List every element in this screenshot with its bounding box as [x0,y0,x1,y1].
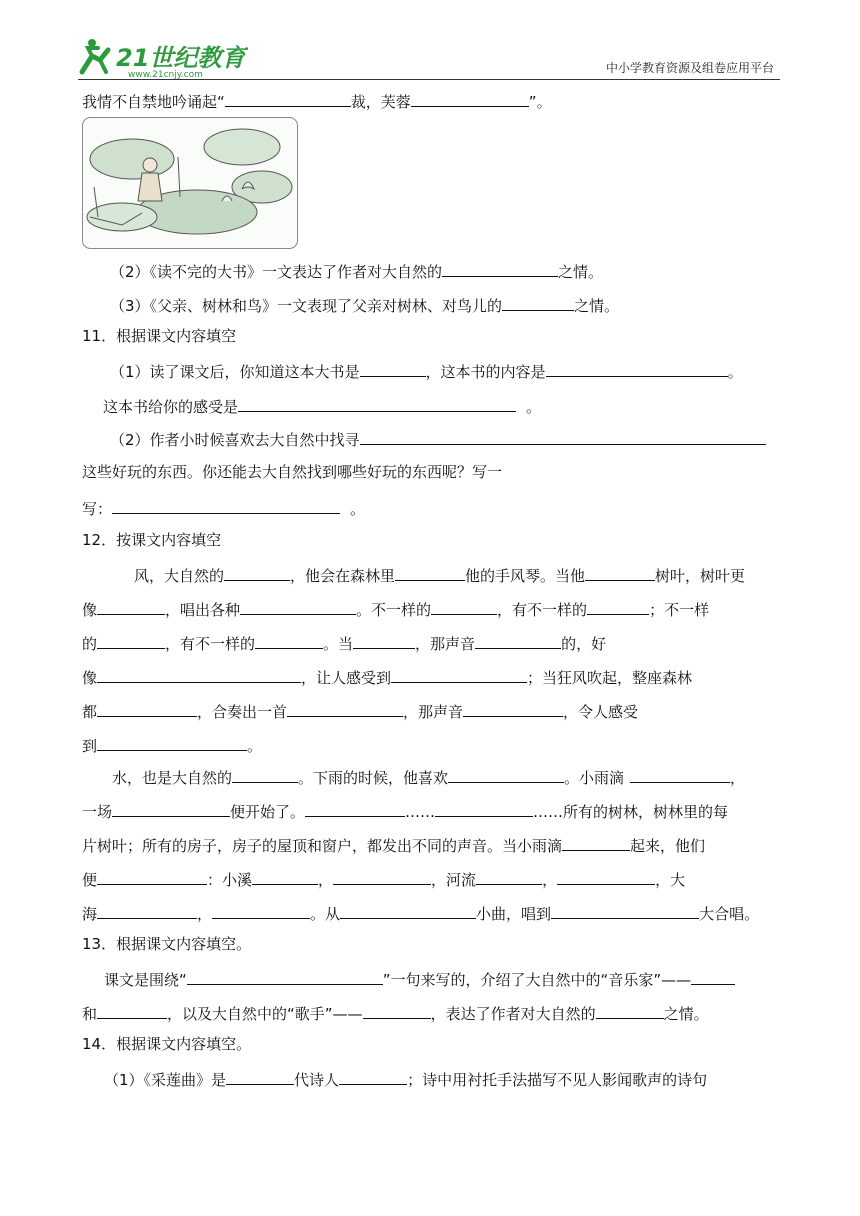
blank[interactable] [587,598,649,615]
blank[interactable] [305,800,405,817]
blank[interactable] [691,968,735,985]
blank[interactable] [340,902,476,919]
blank[interactable] [97,666,301,683]
blank[interactable] [448,766,564,783]
blank[interactable] [255,632,323,649]
blank[interactable] [463,700,563,717]
text-line: 写： 。 [82,497,365,519]
text-line: （3）《父亲、树林和鸟》一文表现了父亲对树林、对鸟儿的 之情。 [110,294,619,316]
blank[interactable] [187,968,383,985]
blank[interactable] [97,700,197,717]
blank[interactable] [630,766,730,783]
text-line: 到 。 [82,734,262,756]
blank[interactable] [224,564,290,581]
text-line: 这本书给你的感受是 。 [103,395,541,417]
blank[interactable] [97,1002,167,1019]
blank[interactable] [97,868,207,885]
svg-text:21世纪教育: 21世纪教育 [116,44,246,72]
blank[interactable] [112,800,230,817]
blank[interactable] [252,868,318,885]
blank[interactable] [97,734,247,751]
blank[interactable] [97,632,165,649]
blank[interactable] [546,360,728,377]
blank[interactable] [475,632,561,649]
blank[interactable] [212,902,310,919]
blank[interactable] [411,90,529,107]
blank[interactable] [442,260,558,277]
blank[interactable] [435,800,533,817]
blank[interactable] [232,766,298,783]
blank[interactable] [333,868,431,885]
question-12-title: 12．按课文内容填空 [82,531,222,549]
text-line: （2）《读不完的大书》一文表达了作者对大自然的 之情。 [110,260,603,282]
blank[interactable] [476,868,542,885]
blank[interactable] [97,902,197,919]
logo-21cnjy [78,36,248,80]
question-14-title: 14．根据课文内容填空。 [82,1035,252,1053]
blank[interactable] [360,360,426,377]
text-line: 的 ，有不一样的 。当 ，那声音 的，好 [82,632,606,654]
blank[interactable] [353,632,415,649]
blank[interactable] [363,1002,431,1019]
blank[interactable] [238,395,516,412]
blank[interactable] [557,868,655,885]
blank[interactable] [240,598,356,615]
text-line: 便 ：小溪 ， ，河流 ， ，大 [82,868,685,890]
text-line: 像 ，唱出各种 。不一样的 ，有不一样的 ；不一样 [82,598,709,620]
text-line: 片树叶；所有的房子，房子的屋顶和窗户，都发出不同的声音。当小雨滴 起来，他们 [82,834,705,856]
text-line: 我情不自禁地吟诵起“ 裁，芙蓉 ”。 [82,90,552,112]
question-13-title: 13．根据课文内容填空。 [82,935,252,953]
blank[interactable] [562,834,630,851]
blank[interactable] [502,294,574,311]
blank[interactable] [391,666,527,683]
blank[interactable] [339,1068,407,1085]
blank[interactable] [596,1002,664,1019]
text-line: 一场 便开始了。 …… ……所有的树林，树林里的每 [82,800,728,822]
blank[interactable] [360,428,766,445]
blank[interactable] [225,90,351,107]
text-line: 和 ，以及大自然中的“歌手”—— ，表达了作者对大自然的 之情。 [82,1002,709,1024]
text-line: （2）作者小时候喜欢去大自然中找寻 [110,428,766,450]
page-header [78,36,780,80]
blank[interactable] [97,598,165,615]
blank[interactable] [585,564,655,581]
text-line: （1）《采莲曲》是 代诗人 ；诗中用衬托手法描写不见人影闻歌声的诗句 [104,1068,707,1090]
text-line: 这些好玩的东西。你还能去大自然找到哪些好玩的东西呢？写一 [82,463,503,481]
blank[interactable] [287,700,403,717]
blank[interactable] [112,497,340,514]
lotus-illustration [82,117,298,249]
text-line: （1）读了课文后，你知道这本大书是 ，这本书的内容是 。 [110,360,743,382]
blank[interactable] [551,902,699,919]
blank[interactable] [431,598,497,615]
text-line: 水，也是大自然的 。下雨的时候，他喜欢 。小雨滴 ， [112,766,745,788]
question-11-title: 11．根据课文内容填空 [82,327,237,345]
blank[interactable] [226,1068,294,1085]
text-line: 海 ， 。从 小曲，唱到 大合唱。 [82,902,759,924]
header-divider [78,79,780,80]
svg-text:www.21cnjy.com: www.21cnjy.com [128,70,203,80]
text-line: 像 ，让人感受到 ；当狂风吹起，整座森林 [82,666,692,688]
text-line: 都 ，合奏出一首 ，那声音 ，令人感受 [82,700,638,722]
blank[interactable] [395,564,465,581]
text-line: 风，大自然的 ，他会在森林里 他的手风琴。当他 树叶，树叶更 [134,564,745,586]
platform-name: 中小学教育资源及组卷应用平台 [605,61,774,75]
text-line: 课文是围绕“ ”一句来写的，介绍了大自然中的“音乐家”—— [104,968,735,990]
